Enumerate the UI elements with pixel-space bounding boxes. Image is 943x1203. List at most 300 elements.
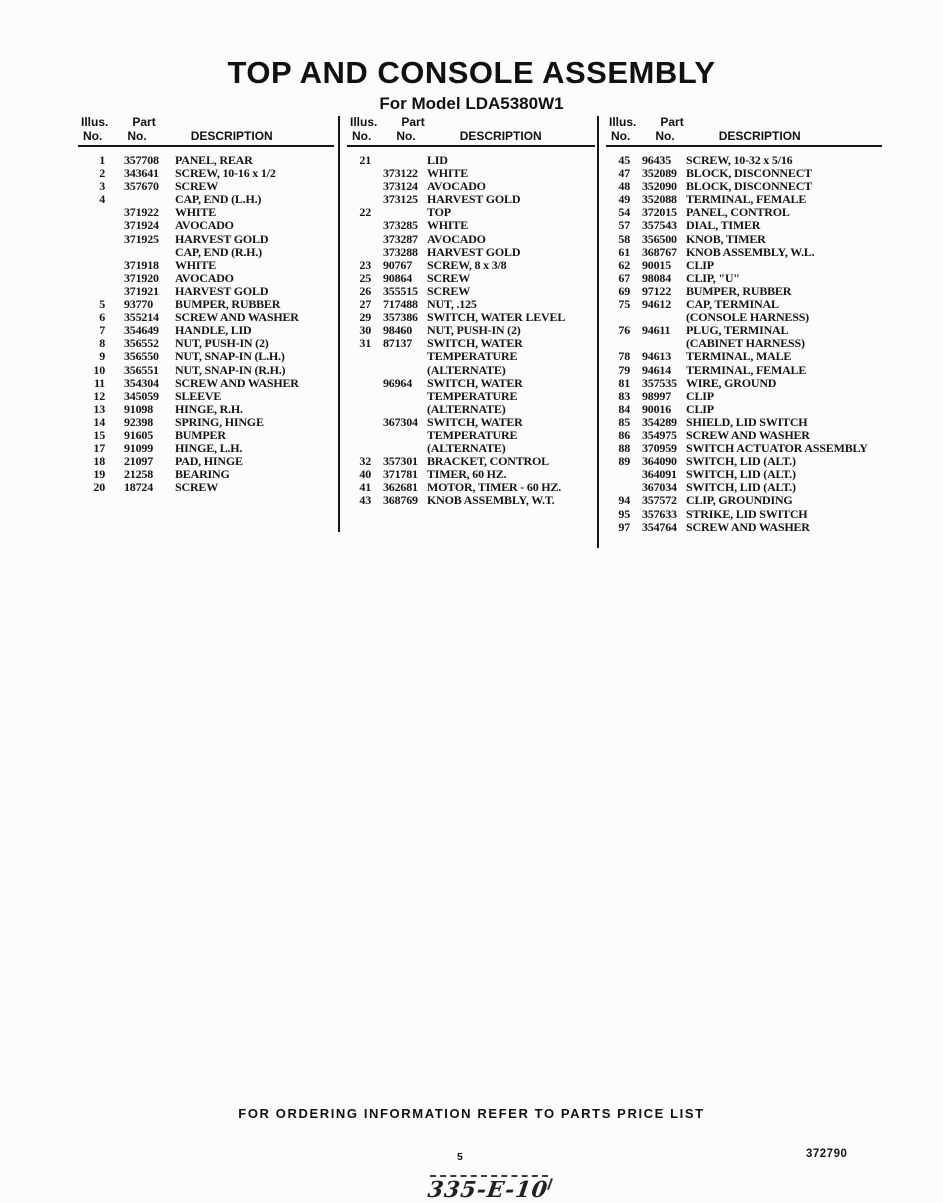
cell-desc: SCREW xyxy=(175,480,219,495)
cell-part: 367034 xyxy=(642,480,677,495)
parts-column-2 xyxy=(347,116,595,508)
cell-desc: HINGE, R.H. xyxy=(175,401,243,416)
cell-desc: HARVEST GOLD xyxy=(427,244,521,259)
cell-desc: HANDLE, LID xyxy=(175,323,252,338)
parts-row xyxy=(347,246,595,259)
cell-desc: CAP, TERMINAL xyxy=(686,297,779,312)
cell-part: 373288 xyxy=(383,244,418,259)
cell-desc: AVOCADO xyxy=(175,270,234,285)
cell-part: 90016 xyxy=(642,401,672,416)
cell-desc: (CABINET HARNESS) xyxy=(686,336,805,351)
page-title: TOP AND CONSOLE ASSEMBLY xyxy=(227,55,716,90)
cell-illus: 6 xyxy=(99,310,105,325)
header-part-label: Part xyxy=(401,115,425,129)
cell-desc: SWITCH, LID (ALT.) xyxy=(686,467,796,482)
cell-part: 717488 xyxy=(383,297,418,312)
cell-part: 373124 xyxy=(383,179,418,194)
cell-illus: 2 xyxy=(99,166,105,181)
cell-desc: HARVEST GOLD xyxy=(175,283,269,298)
cell-desc: CLIP, "U" xyxy=(686,270,740,285)
column-divider-2 xyxy=(597,116,599,548)
cell-part: 354289 xyxy=(642,414,677,429)
cell-desc: SWITCH ACTUATOR ASSEMBLY xyxy=(686,441,868,456)
parts-row xyxy=(78,377,334,390)
parts-row xyxy=(606,350,882,363)
header-line-2 xyxy=(78,130,334,143)
cell-part: 357670 xyxy=(124,179,159,194)
cell-part: 355515 xyxy=(383,283,418,298)
cell-illus: 19 xyxy=(93,467,105,482)
cell-illus: 22 xyxy=(359,205,371,220)
cell-illus: 13 xyxy=(93,401,105,416)
cell-part: 371918 xyxy=(124,257,159,272)
parts-row xyxy=(347,390,595,403)
parts-row xyxy=(347,219,595,232)
parts-row xyxy=(78,403,334,416)
cell-desc: BLOCK, DISCONNECT xyxy=(686,166,812,181)
header-line-2 xyxy=(347,130,595,143)
header-description-label: DESCRIPTION xyxy=(459,129,542,143)
parts-row xyxy=(78,364,334,377)
header-illus-label: Illus. xyxy=(350,115,378,129)
cell-illus: 81 xyxy=(618,375,630,390)
cell-illus: 4 xyxy=(99,192,105,207)
cell-desc: LID xyxy=(427,153,448,167)
cell-illus: 21 xyxy=(359,153,371,167)
header-no-label: No. xyxy=(655,129,675,143)
parts-rows xyxy=(347,154,595,508)
cell-desc: SCREW xyxy=(175,179,219,194)
cell-desc: TERMINAL, FEMALE xyxy=(686,362,807,377)
cell-desc: HARVEST GOLD xyxy=(175,231,269,246)
cell-illus: 62 xyxy=(618,257,630,272)
cell-part: 356551 xyxy=(124,362,159,377)
cell-illus xyxy=(78,259,105,272)
cell-desc: PANEL, REAR xyxy=(175,153,253,167)
cell-illus: 25 xyxy=(359,270,371,285)
cell-desc: KNOB ASSEMBLY, W.L. xyxy=(686,244,815,259)
cell-desc: BUMPER xyxy=(175,427,226,442)
ordering-note: FOR ORDERING INFORMATION REFER TO PARTS PRICE LIST xyxy=(238,1106,705,1121)
cell-part: 90767 xyxy=(383,257,413,272)
cell-illus: 97 xyxy=(618,519,630,534)
parts-row xyxy=(78,416,334,429)
cell-part: 367304 xyxy=(383,414,418,429)
cell-desc: TERMINAL, FEMALE xyxy=(686,192,807,207)
cell-desc: TIMER, 60 HZ. xyxy=(427,467,507,482)
cell-illus: 54 xyxy=(618,205,630,220)
cell-desc: SHIELD, LID SWITCH xyxy=(686,414,808,429)
cell-desc: SCREW AND WASHER xyxy=(686,427,810,442)
cell-part: 371781 xyxy=(383,467,418,482)
cell-desc: TEMPERATURE xyxy=(427,388,518,403)
cell-illus: 83 xyxy=(618,388,630,403)
parts-row xyxy=(347,416,595,429)
header-rule xyxy=(78,145,334,147)
cell-desc: WHITE xyxy=(175,257,217,272)
cell-desc: (ALTERNATE) xyxy=(427,441,506,456)
cell-desc: SCREW xyxy=(427,270,471,285)
cell-part: 21258 xyxy=(124,467,154,482)
cell-desc: PAD, HINGE xyxy=(175,454,243,469)
parts-row xyxy=(78,390,334,403)
parts-row xyxy=(78,259,334,272)
cell-part: 368769 xyxy=(383,493,418,508)
cell-part: 364091 xyxy=(642,467,677,482)
cell-part: 356550 xyxy=(124,349,159,364)
cell-illus: 32 xyxy=(359,454,371,469)
header-no-label: No. xyxy=(83,129,103,143)
cell-part xyxy=(371,364,427,377)
header-no-label: No. xyxy=(611,129,631,143)
parts-row xyxy=(78,272,334,285)
cell-part: 98460 xyxy=(383,323,413,338)
parts-row xyxy=(78,481,334,494)
cell-illus xyxy=(78,246,105,259)
parts-row xyxy=(78,246,334,259)
cell-desc: CLIP, GROUNDING xyxy=(686,493,793,508)
cell-desc: SCREW, 10-16 x 1/2 xyxy=(175,166,276,181)
header-illus-label: Illus. xyxy=(81,115,109,129)
cell-desc: SWITCH, WATER LEVEL xyxy=(427,310,566,325)
cell-desc: TOP xyxy=(427,205,451,220)
parts-row xyxy=(606,521,882,534)
cell-part: 21097 xyxy=(124,454,154,469)
cell-part: 18724 xyxy=(124,480,154,495)
cell-desc: WHITE xyxy=(427,166,469,181)
header-part-label: Part xyxy=(660,115,684,129)
header-no-label: No. xyxy=(352,129,372,143)
cell-desc: NUT, .125 xyxy=(427,297,477,312)
cell-part: 352089 xyxy=(642,166,677,181)
header-description-label: DESCRIPTION xyxy=(718,129,801,143)
parts-row xyxy=(347,494,595,507)
cell-illus: 40 xyxy=(359,467,371,482)
cell-part: 354764 xyxy=(642,519,677,534)
cell-part: 354304 xyxy=(124,375,159,390)
parts-column-3 xyxy=(606,116,882,534)
cell-illus: 15 xyxy=(93,427,105,442)
cell-desc: (ALTERNATE) xyxy=(427,362,506,377)
cell-part: 368767 xyxy=(642,244,677,259)
page-number: 5 xyxy=(457,1151,463,1163)
cell-illus: 76 xyxy=(618,323,630,338)
cell-illus xyxy=(347,416,371,429)
cell-illus: 10 xyxy=(93,362,105,377)
cell-illus: 47 xyxy=(618,166,630,181)
cell-desc: BLOCK, DISCONNECT xyxy=(686,179,812,194)
parts-row xyxy=(606,390,882,403)
parts-row xyxy=(606,416,882,429)
cell-illus: 89 xyxy=(618,454,630,469)
cell-desc: AVOCADO xyxy=(427,231,486,246)
cell-illus: 48 xyxy=(618,179,630,194)
cell-part: 371921 xyxy=(124,283,159,298)
cell-part: 354975 xyxy=(642,427,677,442)
parts-row xyxy=(606,377,882,390)
cell-part: 94611 xyxy=(642,323,671,338)
cell-illus: 14 xyxy=(93,414,105,429)
parts-row xyxy=(347,403,595,416)
cell-part: 357572 xyxy=(642,493,677,508)
cell-desc: SWITCH, WATER xyxy=(427,336,523,351)
cell-desc: CLIP xyxy=(686,388,714,403)
cell-desc: MOTOR, TIMER - 60 HZ. xyxy=(427,480,562,495)
cell-part: 94614 xyxy=(642,362,672,377)
cell-part: 371922 xyxy=(124,205,159,220)
cell-part: 371925 xyxy=(124,231,159,246)
header-line-1 xyxy=(78,116,334,129)
cell-illus: 29 xyxy=(359,310,371,325)
cell-desc: SCREW, 10-32 x 5/16 xyxy=(686,153,793,167)
cell-illus: 58 xyxy=(618,231,630,246)
cell-part: 91099 xyxy=(124,441,154,456)
cell-illus: 79 xyxy=(618,362,630,377)
parts-row xyxy=(606,508,882,521)
cell-illus: 43 xyxy=(359,493,371,508)
cell-part: 94613 xyxy=(642,349,672,364)
cell-part xyxy=(371,350,427,363)
cell-illus: 57 xyxy=(618,218,630,233)
cell-part: 343641 xyxy=(124,166,159,181)
cell-illus: 20 xyxy=(93,480,105,495)
cell-part: 91605 xyxy=(124,427,154,442)
cell-part: 90864 xyxy=(383,270,413,285)
cell-illus: 26 xyxy=(359,283,371,298)
header-line-2 xyxy=(606,130,882,143)
column-header xyxy=(347,116,595,147)
cell-illus: 31 xyxy=(359,336,371,351)
cell-illus: 11 xyxy=(94,375,105,390)
cell-desc: HARVEST GOLD xyxy=(427,192,521,207)
cell-part: 352088 xyxy=(642,192,677,207)
cell-illus: 8 xyxy=(99,336,105,351)
cell-part: 357535 xyxy=(642,375,677,390)
cell-desc: CAP, END (R.H.) xyxy=(175,244,262,259)
cell-illus: 88 xyxy=(618,441,630,456)
parts-row xyxy=(606,272,882,285)
cell-illus: 84 xyxy=(618,401,630,416)
header-no-label: No. xyxy=(396,129,416,143)
cell-part: 370959 xyxy=(642,441,677,456)
header-part-label: Part xyxy=(132,115,156,129)
cell-illus: 69 xyxy=(618,283,630,298)
cell-illus: 30 xyxy=(359,323,371,338)
cell-illus: 49 xyxy=(618,192,630,207)
cell-desc: TEMPERATURE xyxy=(427,349,518,364)
cell-part: 373287 xyxy=(383,231,418,246)
parts-row xyxy=(347,233,595,246)
cell-part: 356500 xyxy=(642,231,677,246)
cell-illus: 85 xyxy=(618,414,630,429)
parts-row xyxy=(78,233,334,246)
cell-part xyxy=(371,390,427,403)
cell-illus xyxy=(347,364,371,377)
cell-desc: CLIP xyxy=(686,401,714,416)
header-line-1 xyxy=(606,116,882,129)
cell-part: 96964 xyxy=(383,375,413,390)
cell-illus xyxy=(347,233,371,246)
cell-illus xyxy=(347,350,371,363)
cell-desc: STRIKE, LID SWITCH xyxy=(686,506,808,521)
cell-desc: PANEL, CONTROL xyxy=(686,205,790,220)
parts-row xyxy=(606,233,882,246)
parts-rows xyxy=(78,154,334,494)
cell-part: 364090 xyxy=(642,454,677,469)
cell-desc: CLIP xyxy=(686,257,714,272)
cell-desc: NUT, SNAP-IN (L.H.) xyxy=(175,349,285,364)
cell-illus: 94 xyxy=(618,493,630,508)
header-line-1 xyxy=(347,116,595,129)
cell-illus: 95 xyxy=(618,506,630,521)
cell-illus xyxy=(78,233,105,246)
parts-row xyxy=(78,350,334,363)
header-illus-label: Illus. xyxy=(609,115,637,129)
cell-desc: SLEEVE xyxy=(175,388,222,403)
header-description-label: DESCRIPTION xyxy=(190,129,273,143)
cell-illus xyxy=(347,246,371,259)
cell-part: 372015 xyxy=(642,205,677,220)
cell-desc: KNOB, TIMER xyxy=(686,231,766,246)
cell-part: 93770 xyxy=(124,297,154,312)
parts-row xyxy=(78,219,334,232)
cell-part: 97122 xyxy=(642,283,672,298)
cell-part: 356552 xyxy=(124,336,159,351)
cell-part: 91098 xyxy=(124,401,154,416)
header-no-label: No. xyxy=(127,129,147,143)
handwritten-code: 335-E-10 xyxy=(426,1177,550,1203)
parts-row xyxy=(347,259,595,272)
cell-desc: AVOCADO xyxy=(427,179,486,194)
cell-illus xyxy=(347,219,371,232)
cell-illus: 45 xyxy=(618,153,630,167)
cell-illus: 86 xyxy=(618,427,630,442)
cell-illus: 75 xyxy=(618,297,630,312)
cell-part: 94612 xyxy=(642,297,672,312)
cell-illus xyxy=(78,219,105,232)
cell-desc: SWITCH, WATER xyxy=(427,375,523,390)
parts-row xyxy=(606,403,882,416)
cell-illus: 27 xyxy=(359,297,371,312)
cell-desc: SCREW xyxy=(427,283,471,298)
parts-row xyxy=(606,259,882,272)
cell-desc: TERMINAL, MALE xyxy=(686,349,792,364)
parts-row xyxy=(347,350,595,363)
cell-desc: CAP, END (L.H.) xyxy=(175,192,262,207)
cell-part: 357633 xyxy=(642,506,677,521)
cell-desc: SCREW AND WASHER xyxy=(686,519,810,534)
cell-part: 371920 xyxy=(124,270,159,285)
cell-part: 98997 xyxy=(642,388,672,403)
cell-part: 357708 xyxy=(124,153,159,167)
cell-desc: SCREW AND WASHER xyxy=(175,375,299,390)
cell-desc: TEMPERATURE xyxy=(427,427,518,442)
cell-part: 357386 xyxy=(383,310,418,325)
cell-part: 362681 xyxy=(383,480,418,495)
cell-illus: 7 xyxy=(99,323,105,338)
cell-part: 373125 xyxy=(383,192,418,207)
cell-illus xyxy=(78,206,105,219)
cell-part: 87137 xyxy=(383,336,413,351)
cell-desc: WHITE xyxy=(175,205,217,220)
cell-desc: NUT, PUSH-IN (2) xyxy=(427,323,521,338)
parts-row xyxy=(606,494,882,507)
cell-part: 96435 xyxy=(642,153,672,167)
cell-part: 357301 xyxy=(383,454,418,469)
cell-part: 354649 xyxy=(124,323,159,338)
header-rule xyxy=(347,145,595,147)
cell-illus: 41 xyxy=(359,480,371,495)
cell-desc: WHITE xyxy=(427,218,469,233)
column-header xyxy=(606,116,882,147)
cell-desc: BRACKET, CONTROL xyxy=(427,454,549,469)
cell-illus: 67 xyxy=(618,270,630,285)
parts-row xyxy=(606,364,882,377)
cell-desc: NUT, SNAP-IN (R.H.) xyxy=(175,362,286,377)
cell-desc: BEARING xyxy=(175,467,230,482)
cell-illus xyxy=(78,272,105,285)
cell-part xyxy=(371,403,427,416)
cell-illus xyxy=(347,377,371,390)
column-header xyxy=(78,116,334,147)
cell-illus: 1 xyxy=(99,153,105,167)
cell-part: 92398 xyxy=(124,414,154,429)
parts-row xyxy=(606,219,882,232)
parts-column-1 xyxy=(78,116,334,494)
cell-part: 98084 xyxy=(642,270,672,285)
doc-number: 372790 xyxy=(806,1148,848,1160)
parts-row xyxy=(606,246,882,259)
cell-desc: SWITCH, LID (ALT.) xyxy=(686,454,796,469)
cell-part: 345059 xyxy=(124,388,159,403)
cell-illus xyxy=(347,390,371,403)
cell-part xyxy=(371,429,427,442)
cell-part: 352090 xyxy=(642,179,677,194)
cell-part xyxy=(105,246,175,259)
cell-desc: BUMPER, RUBBER xyxy=(686,283,792,298)
cell-desc: DIAL, TIMER xyxy=(686,218,761,233)
cell-desc: HINGE, L.H. xyxy=(175,441,243,456)
cell-desc: SWITCH, WATER xyxy=(427,414,523,429)
cell-desc: KNOB ASSEMBLY, W.T. xyxy=(427,493,555,508)
cell-illus: 17 xyxy=(93,441,105,456)
cell-illus: 23 xyxy=(359,257,371,272)
cell-part: 373122 xyxy=(383,166,418,181)
model-subtitle: For Model LDA5380W1 xyxy=(379,94,564,113)
parts-row xyxy=(347,364,595,377)
cell-part: 355214 xyxy=(124,310,159,325)
cell-illus xyxy=(347,403,371,416)
column-divider-1 xyxy=(338,116,340,532)
cell-desc: BUMPER, RUBBER xyxy=(175,297,281,312)
header-rule xyxy=(606,145,882,147)
cell-illus: 61 xyxy=(618,244,630,259)
cell-desc: (CONSOLE HARNESS) xyxy=(686,310,809,325)
cell-desc: SCREW, 8 x 3/8 xyxy=(427,257,507,272)
parts-row xyxy=(347,377,595,390)
cell-desc: AVOCADO xyxy=(175,218,234,233)
cell-desc: (ALTERNATE) xyxy=(427,401,506,416)
cell-desc: SPRING, HINGE xyxy=(175,414,264,429)
parts-rows xyxy=(606,154,882,534)
cell-illus: 9 xyxy=(99,349,105,364)
cell-illus: 3 xyxy=(99,179,105,194)
cell-desc: SCREW AND WASHER xyxy=(175,310,299,325)
cell-part: 371924 xyxy=(124,218,159,233)
parts-row xyxy=(347,272,595,285)
cell-illus: 5 xyxy=(99,297,105,312)
cell-illus: 12 xyxy=(93,388,105,403)
